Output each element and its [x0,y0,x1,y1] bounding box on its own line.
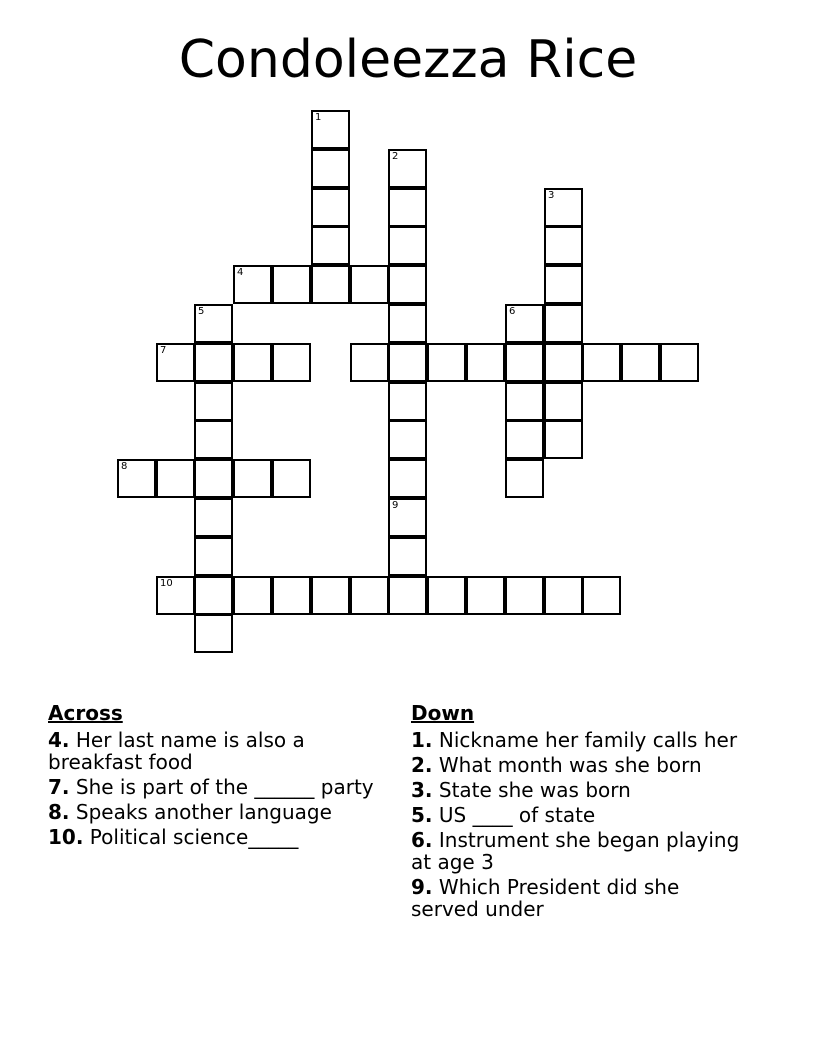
grid-cell[interactable] [544,226,583,265]
grid-cell[interactable] [194,614,233,653]
clue-number: 4. [48,728,70,752]
grid-cell[interactable] [156,459,195,498]
clue-number: 7. [48,775,70,799]
grid-cell[interactable] [311,226,350,265]
grid-cell[interactable] [505,459,544,498]
grid-cell[interactable] [194,304,233,343]
down-heading: Down [411,701,475,725]
grid-cell[interactable] [388,498,427,537]
grid-cell[interactable] [427,343,466,382]
clue-number-label: 1 [315,112,322,123]
clue-text: Speaks another language [75,800,332,824]
clue-down-3 [411,779,751,801]
clue-number: 10. [48,825,84,849]
clue-number-label: 6 [509,306,516,317]
grid-cell[interactable] [505,420,544,459]
grid-cell[interactable] [272,343,311,382]
grid-cell[interactable] [505,343,544,382]
clue-text: She is part of the ______ party [75,775,374,799]
clue-across-4 [48,729,388,773]
grid-cell[interactable] [233,576,272,615]
clue-number-label: 7 [160,345,167,356]
grid-cell[interactable] [544,304,583,343]
grid-cell[interactable] [156,576,195,615]
grid-cell[interactable] [194,576,233,615]
grid-cell[interactable] [233,265,272,304]
grid-cell[interactable] [544,420,583,459]
grid-cell[interactable] [544,576,583,615]
grid-cell[interactable] [388,188,427,227]
grid-cell[interactable] [388,576,427,615]
grid-cell[interactable] [388,265,427,304]
grid-cell[interactable] [156,343,195,382]
grid-cell[interactable] [194,382,233,421]
grid-cell[interactable] [194,459,233,498]
clue-number-label: 8 [121,461,128,472]
clue-across-8 [48,801,388,823]
grid-cell[interactable] [505,304,544,343]
grid-cell[interactable] [544,265,583,304]
across-clues [48,702,388,851]
grid-cell[interactable] [388,304,427,343]
grid-cell[interactable] [505,576,544,615]
grid-cell[interactable] [350,343,389,382]
clue-number-label: 4 [237,267,244,278]
grid-cell[interactable] [194,498,233,537]
grid-cell[interactable] [427,576,466,615]
clue-number: 3. [411,778,433,802]
grid-cell[interactable] [311,576,350,615]
grid-cell[interactable] [544,343,583,382]
clue-number-label: 5 [198,306,205,317]
clue-number-label: 9 [392,500,399,511]
grid-cell[interactable] [350,576,389,615]
grid-cell[interactable] [505,382,544,421]
clue-number: 8. [48,800,70,824]
grid-cell[interactable] [388,459,427,498]
grid-cell[interactable] [621,343,660,382]
clue-across-10 [48,826,388,848]
grid-cell[interactable] [311,110,350,149]
grid-cell[interactable] [544,188,583,227]
grid-cell[interactable] [233,343,272,382]
grid-cell[interactable] [388,226,427,265]
down-clues [411,702,751,923]
clue-number-label: 2 [392,151,399,162]
clue-number-label: 3 [548,190,555,201]
clue-number: 5. [411,803,433,827]
grid-cell[interactable] [466,576,505,615]
grid-cell[interactable] [466,343,505,382]
clue-number: 1. [411,728,433,752]
grid-cell[interactable] [388,382,427,421]
grid-cell[interactable] [272,576,311,615]
clue-down-6 [411,829,751,873]
clue-down-1 [411,729,751,751]
grid-cell[interactable] [311,265,350,304]
clue-text: State she was born [438,778,631,802]
grid-cell[interactable] [233,459,272,498]
grid-cell[interactable] [388,149,427,188]
clue-down-5 [411,804,751,826]
clue-down-2 [411,754,751,776]
grid-cell[interactable] [388,537,427,576]
grid-cell[interactable] [350,265,389,304]
grid-cell[interactable] [272,265,311,304]
grid-cell[interactable] [311,149,350,188]
clue-text: US ____ of state [438,803,596,827]
clue-number: 6. [411,828,433,852]
grid-cell[interactable] [194,537,233,576]
grid-cell[interactable] [582,343,621,382]
grid-cell[interactable] [544,382,583,421]
clue-text: What month was she born [438,753,702,777]
clue-across-7 [48,776,388,798]
grid-cell[interactable] [194,420,233,459]
grid-cell[interactable] [311,188,350,227]
grid-cell[interactable] [272,459,311,498]
grid-cell[interactable] [388,420,427,459]
grid-cell[interactable] [388,343,427,382]
clue-number: 9. [411,875,433,899]
clue-text: Instrument she began playing at age 3 [411,828,740,874]
page-title: Condoleezza Rice [178,30,638,90]
grid-cell[interactable] [117,459,156,498]
clue-text: Nickname her family calls her [438,728,738,752]
grid-cell[interactable] [582,576,621,615]
clue-text: Political science_____ [89,825,299,849]
grid-cell[interactable] [194,343,233,382]
clue-number: 2. [411,753,433,777]
clue-text: Which President did she served under [411,875,680,921]
clue-down-9 [411,876,751,920]
across-heading: Across [48,701,123,725]
grid-cell[interactable] [660,343,699,382]
clue-number-label: 10 [160,578,173,589]
clue-text: Her last name is also a breakfast food [48,728,305,774]
